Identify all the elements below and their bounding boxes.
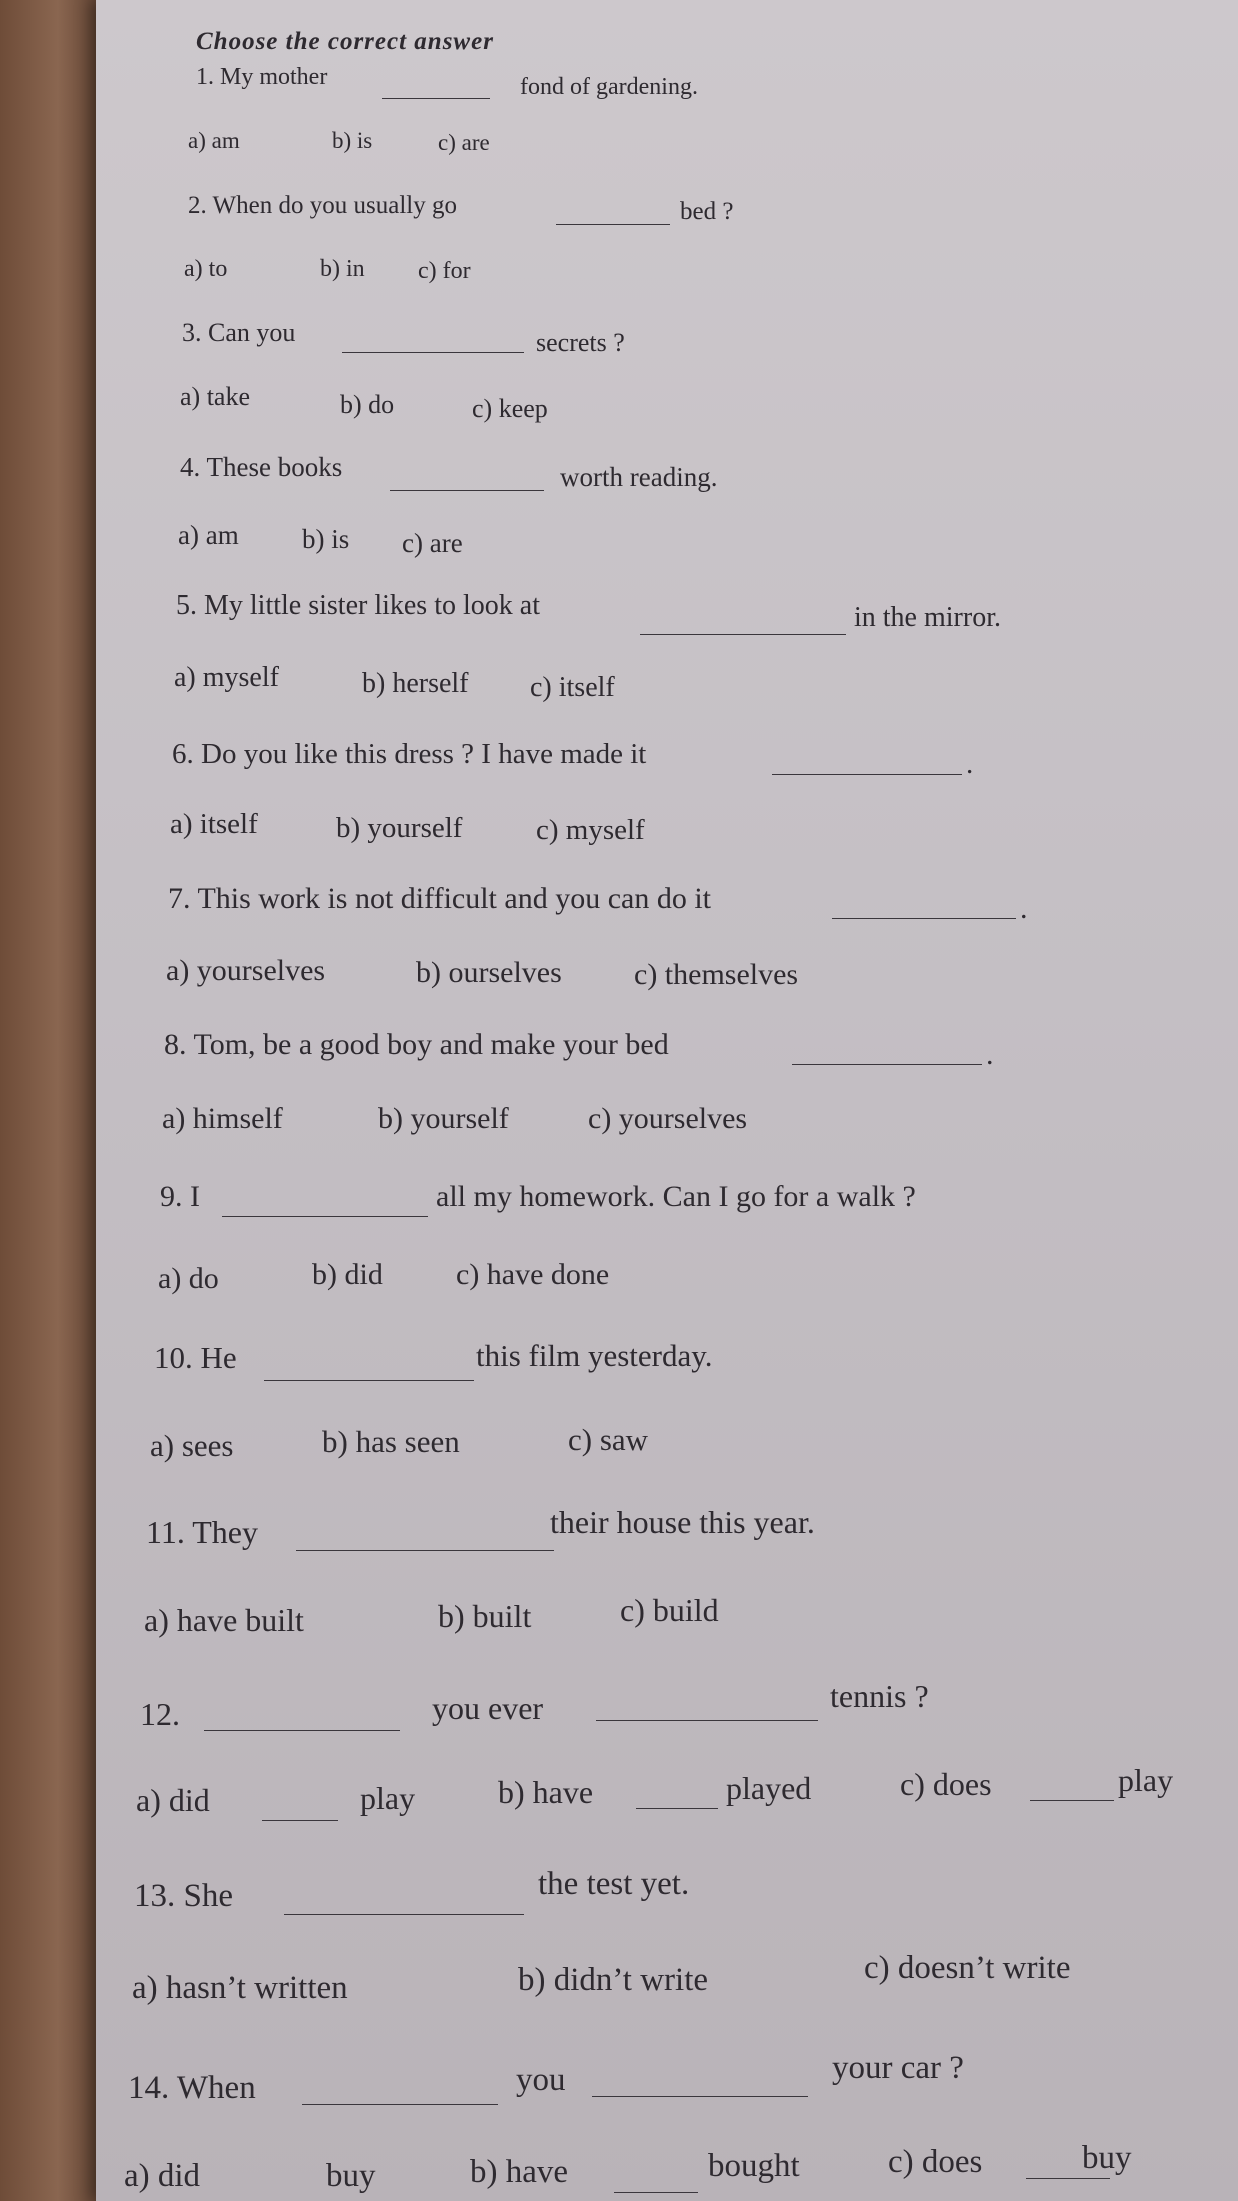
question-6-ending: . [966, 748, 974, 780]
question-10-option-a: a) sees [150, 1428, 234, 1463]
answer-blank-11[interactable] [296, 1550, 554, 1551]
question-3-option-b: b) do [340, 390, 395, 419]
question-1-option-c: c) are [438, 130, 490, 155]
table-surface [0, 0, 105, 2201]
question-1-option-a: a) am [188, 128, 240, 153]
question-4-option-a: a) am [178, 520, 239, 550]
question-3-option-a: a) take [180, 382, 251, 411]
question-10-ending: this film yesterday. [476, 1338, 713, 1373]
question-14-ending: your car ? [832, 2050, 964, 2086]
answer-blank-1[interactable] [382, 98, 490, 99]
answer-blank-7[interactable] [832, 918, 1016, 919]
question-2-option-c: c) for [418, 258, 471, 284]
question-13-option-c: c) doesn’t write [864, 1950, 1071, 1986]
option-14b-blank [614, 2192, 698, 2193]
answer-blank-12b[interactable] [596, 1720, 818, 1721]
question-5-option-c: c) itself [530, 672, 615, 703]
question-10-stem: 10. He [154, 1340, 237, 1375]
question-8-option-a: a) himself [162, 1102, 283, 1135]
question-14-option-b-verb: bought [708, 2148, 800, 2184]
answer-blank-3[interactable] [342, 352, 524, 353]
question-4-option-c: c) are [402, 528, 463, 558]
answer-blank-14a[interactable] [302, 2104, 498, 2105]
question-9-option-c: c) have done [456, 1258, 610, 1291]
answer-blank-2[interactable] [556, 224, 670, 225]
question-7-ending: . [1020, 892, 1028, 925]
answer-blank-4[interactable] [390, 490, 544, 491]
question-9-ending: all my homework. Can I go for a walk ? [436, 1180, 916, 1213]
question-12-ending: tennis ? [830, 1678, 929, 1714]
question-3-option-c: c) keep [472, 394, 548, 423]
question-5-stem: 5. My little sister likes to look at [176, 590, 540, 621]
question-7-stem: 7. This work is not difficult and you can do it [168, 882, 712, 915]
answer-blank-5[interactable] [640, 634, 846, 635]
question-12-option-a-verb: play [360, 1780, 416, 1816]
answer-blank-6[interactable] [772, 774, 962, 775]
question-8-stem: 8. Tom, be a good boy and make your bed [164, 1028, 669, 1061]
question-14-option-c: c) does [888, 2144, 983, 2180]
question-11-option-c: c) build [620, 1592, 719, 1628]
question-6-option-b: b) yourself [336, 812, 463, 844]
question-1-ending: fond of gardening. [520, 74, 698, 100]
question-8-option-b: b) yourself [378, 1102, 509, 1135]
question-7-option-a: a) yourselves [166, 954, 326, 987]
question-4-ending: worth reading. [560, 462, 718, 492]
question-12-option-b-verb: played [726, 1770, 812, 1806]
question-2-ending: bed ? [680, 198, 734, 225]
question-6-option-a: a) itself [170, 808, 258, 840]
question-3-stem: 3. Can you [182, 318, 296, 347]
question-11-stem: 11. They [146, 1514, 258, 1550]
option-12b-blank [636, 1808, 718, 1809]
question-2-option-a: a) to [184, 256, 228, 282]
worksheet-title: Choose the correct answer [196, 28, 494, 55]
question-12-middle: you ever [432, 1690, 544, 1726]
question-14-option-a: a) did [124, 2158, 201, 2194]
question-10-option-b: b) has seen [322, 1424, 460, 1459]
question-14-stem: 14. When [128, 2070, 256, 2106]
question-14-option-c-verb: buy [1082, 2140, 1132, 2176]
question-5-option-a: a) myself [174, 662, 279, 693]
question-10-option-c: c) saw [568, 1422, 649, 1457]
question-11-option-b: b) built [438, 1598, 532, 1634]
question-12-number: 12. [140, 1696, 180, 1732]
question-13-option-b: b) didn’t write [518, 1962, 709, 1998]
question-9-option-a: a) do [158, 1262, 219, 1295]
answer-blank-12a[interactable] [204, 1730, 400, 1731]
question-9-option-b: b) did [312, 1258, 383, 1291]
question-13-ending: the test yet. [538, 1866, 690, 1902]
question-3-ending: secrets ? [536, 328, 625, 357]
question-11-option-a: a) have built [144, 1602, 304, 1638]
question-5-option-b: b) herself [362, 668, 469, 699]
answer-blank-14b[interactable] [592, 2096, 808, 2097]
question-12-option-a: a) did [136, 1782, 210, 1818]
question-11-ending: their house this year. [550, 1504, 815, 1540]
question-7-option-b: b) ourselves [416, 956, 562, 989]
answer-blank-9[interactable] [222, 1216, 428, 1217]
option-12a-blank [262, 1820, 338, 1821]
question-13-stem: 13. She [134, 1878, 233, 1914]
question-5-ending: in the mirror. [854, 602, 1001, 633]
question-8-ending: . [986, 1038, 994, 1071]
option-14c-blank [1026, 2178, 1110, 2179]
question-7-option-c: c) themselves [634, 958, 799, 991]
worksheet-page [96, 0, 1238, 2201]
question-1-stem: 1. My mother [196, 64, 328, 90]
question-14-option-b: b) have [470, 2154, 569, 2190]
question-6-option-c: c) myself [536, 814, 645, 846]
question-12-option-c: c) does [900, 1766, 992, 1802]
question-2-option-b: b) in [320, 256, 365, 282]
answer-blank-8[interactable] [792, 1064, 982, 1065]
answer-blank-13[interactable] [284, 1914, 524, 1915]
question-8-option-c: c) yourselves [588, 1102, 748, 1135]
question-1-option-b: b) is [332, 128, 373, 153]
question-14-middle: you [516, 2062, 566, 2098]
question-13-option-a: a) hasn’t written [132, 1970, 348, 2006]
question-2-stem: 2. When do you usually go [188, 192, 457, 219]
question-14-option-a-verb: buy [326, 2158, 376, 2194]
option-12c-blank [1030, 1800, 1114, 1801]
question-6-stem: 6. Do you like this dress ? I have made it [172, 738, 647, 770]
question-12-option-b: b) have [498, 1774, 594, 1810]
answer-blank-10[interactable] [264, 1380, 474, 1381]
question-9-stem: 9. I [160, 1180, 200, 1213]
question-12-option-c-verb: play [1118, 1762, 1174, 1798]
question-4-option-b: b) is [302, 524, 350, 554]
question-4-stem: 4. These books [180, 452, 343, 482]
